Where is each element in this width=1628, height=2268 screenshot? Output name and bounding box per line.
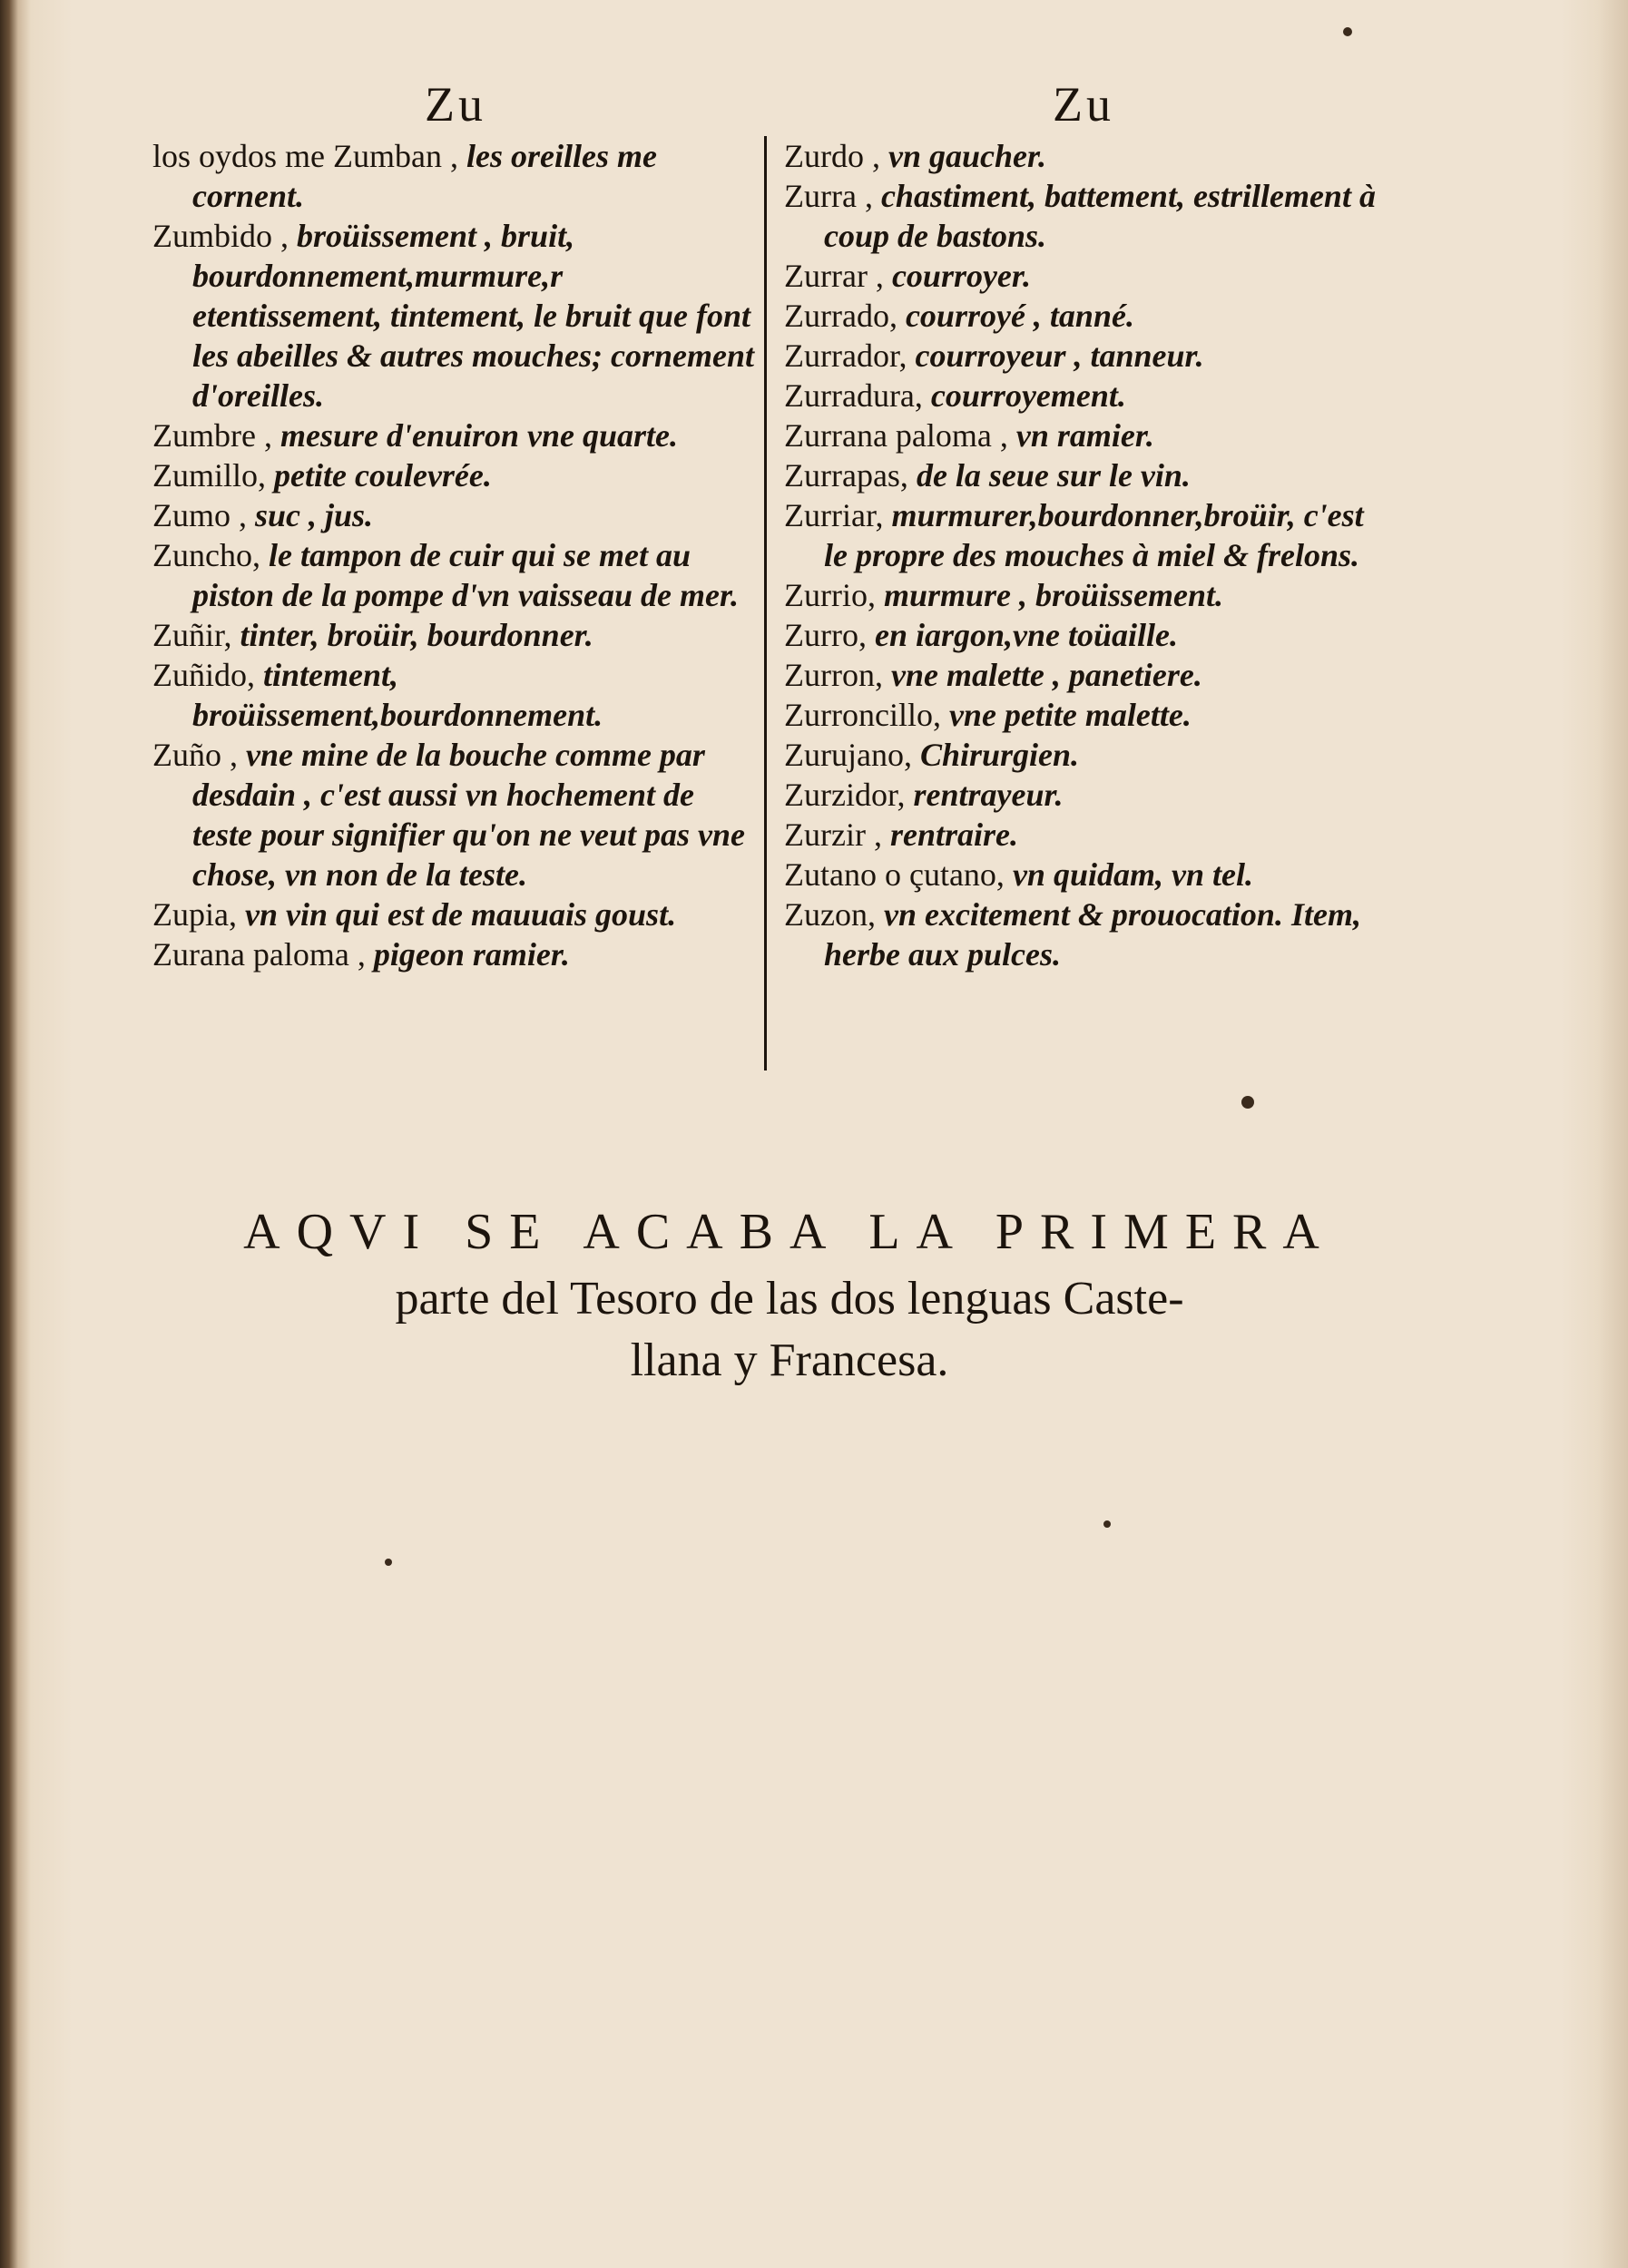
dictionary-entry: Zurujano, Chirurgien. bbox=[784, 737, 1080, 773]
right-column-header: Zu bbox=[1053, 77, 1114, 132]
colophon-line-2: parte del Tesoro de las dos lenguas Caste- bbox=[395, 1273, 1184, 1325]
dictionary-entry: Zurriar, murmurer,bourdonner,broüir, c'est le propre des mouches à miel & frelons. bbox=[784, 497, 1364, 573]
dictionary-entry: Zumbido , broüissement , bruit, bourdonnement,murmure,r etentissement, tintement, le bruit que font les abeilles & autres mouches; cornement d'oreilles. bbox=[152, 218, 754, 414]
ink-speck bbox=[1343, 27, 1352, 36]
dictionary-entry: Zumo , suc , jus. bbox=[152, 497, 374, 533]
dictionary-entry: Zupia, vn vin qui est de mauuais goust. bbox=[152, 896, 677, 933]
dictionary-entry: los oydos me Zumban , les oreilles me cornent. bbox=[152, 138, 657, 214]
dictionary-entry: Zurradura, courroyement. bbox=[784, 377, 1126, 414]
ink-speck bbox=[1103, 1520, 1111, 1528]
dictionary-entry: Zuñir, tinter, broüir, bourdonner. bbox=[152, 617, 593, 653]
dictionary-entry: Zurro, en iargon,vne toüaille. bbox=[784, 617, 1178, 653]
dictionary-entry: Zumbre , mesure d'enuiron vne quarte. bbox=[152, 417, 679, 454]
colophon-caps-line: AQVI SE ACABA LA PRIMERA bbox=[243, 1204, 1336, 1260]
left-entry-list bbox=[152, 136, 759, 974]
dictionary-entry: Zumillo, petite coulevrée. bbox=[152, 457, 492, 494]
column-divider bbox=[764, 136, 767, 1070]
dictionary-entry: Zurdo , vn gaucher. bbox=[784, 138, 1047, 174]
right-column bbox=[784, 73, 1383, 974]
ink-speck bbox=[1241, 1096, 1254, 1109]
dictionary-entry: Zurrador, courroyeur , tanneur. bbox=[784, 337, 1204, 374]
right-entry-list bbox=[784, 136, 1383, 974]
ink-speck bbox=[385, 1559, 392, 1566]
dictionary-entry: Zurron, vne malette , panetiere. bbox=[784, 657, 1202, 693]
dictionary-entry: Zurrado, courroyé , tanné. bbox=[784, 298, 1134, 334]
dictionary-entry: Zuzon, vn excitement & prouocation. Item, herbe aux pulces. bbox=[784, 896, 1361, 973]
left-column-header: Zu bbox=[425, 77, 486, 132]
dictionary-entry: Zuncho, le tampon de cuir qui se met au piston de la pompe d'vn vaisseau de mer. bbox=[152, 537, 739, 613]
dictionary-entry: Zurzir , rentraire. bbox=[784, 816, 1018, 853]
closing-colophon bbox=[163, 1196, 1416, 1392]
dictionary-entry: Zurroncillo, vne petite malette. bbox=[784, 697, 1192, 733]
dictionary-entry: Zurrapas, de la seue sur le vin. bbox=[784, 457, 1191, 494]
dictionary-entry: Zurra , chastiment, battement, estrillement à coup de bastons. bbox=[784, 178, 1376, 254]
dictionary-entry: Zurzidor, rentrayeur. bbox=[784, 777, 1064, 813]
dictionary-entry: Zutano o çutano, vn quidam, vn tel. bbox=[784, 856, 1253, 893]
dictionary-entry: Zurrar , courroyer. bbox=[784, 258, 1031, 294]
dictionary-entry: Zuñido, tintement, broüissement,bourdonnement. bbox=[152, 657, 603, 733]
dictionary-entry: Zurrio, murmure , broüissement. bbox=[784, 577, 1224, 613]
colophon-line-3: llana y Francesa. bbox=[630, 1334, 949, 1386]
dictionary-entry: Zurana paloma , pigeon ramier. bbox=[152, 936, 570, 973]
dictionary-entry: Zurrana paloma , vn ramier. bbox=[784, 417, 1154, 454]
dictionary-entry: Zuño , vne mine de la bouche comme par desdain , c'est aussi vn hochement de teste pour signifier qu'on ne veut pas vne chose, vn non de la teste. bbox=[152, 737, 746, 893]
left-column bbox=[152, 73, 759, 974]
